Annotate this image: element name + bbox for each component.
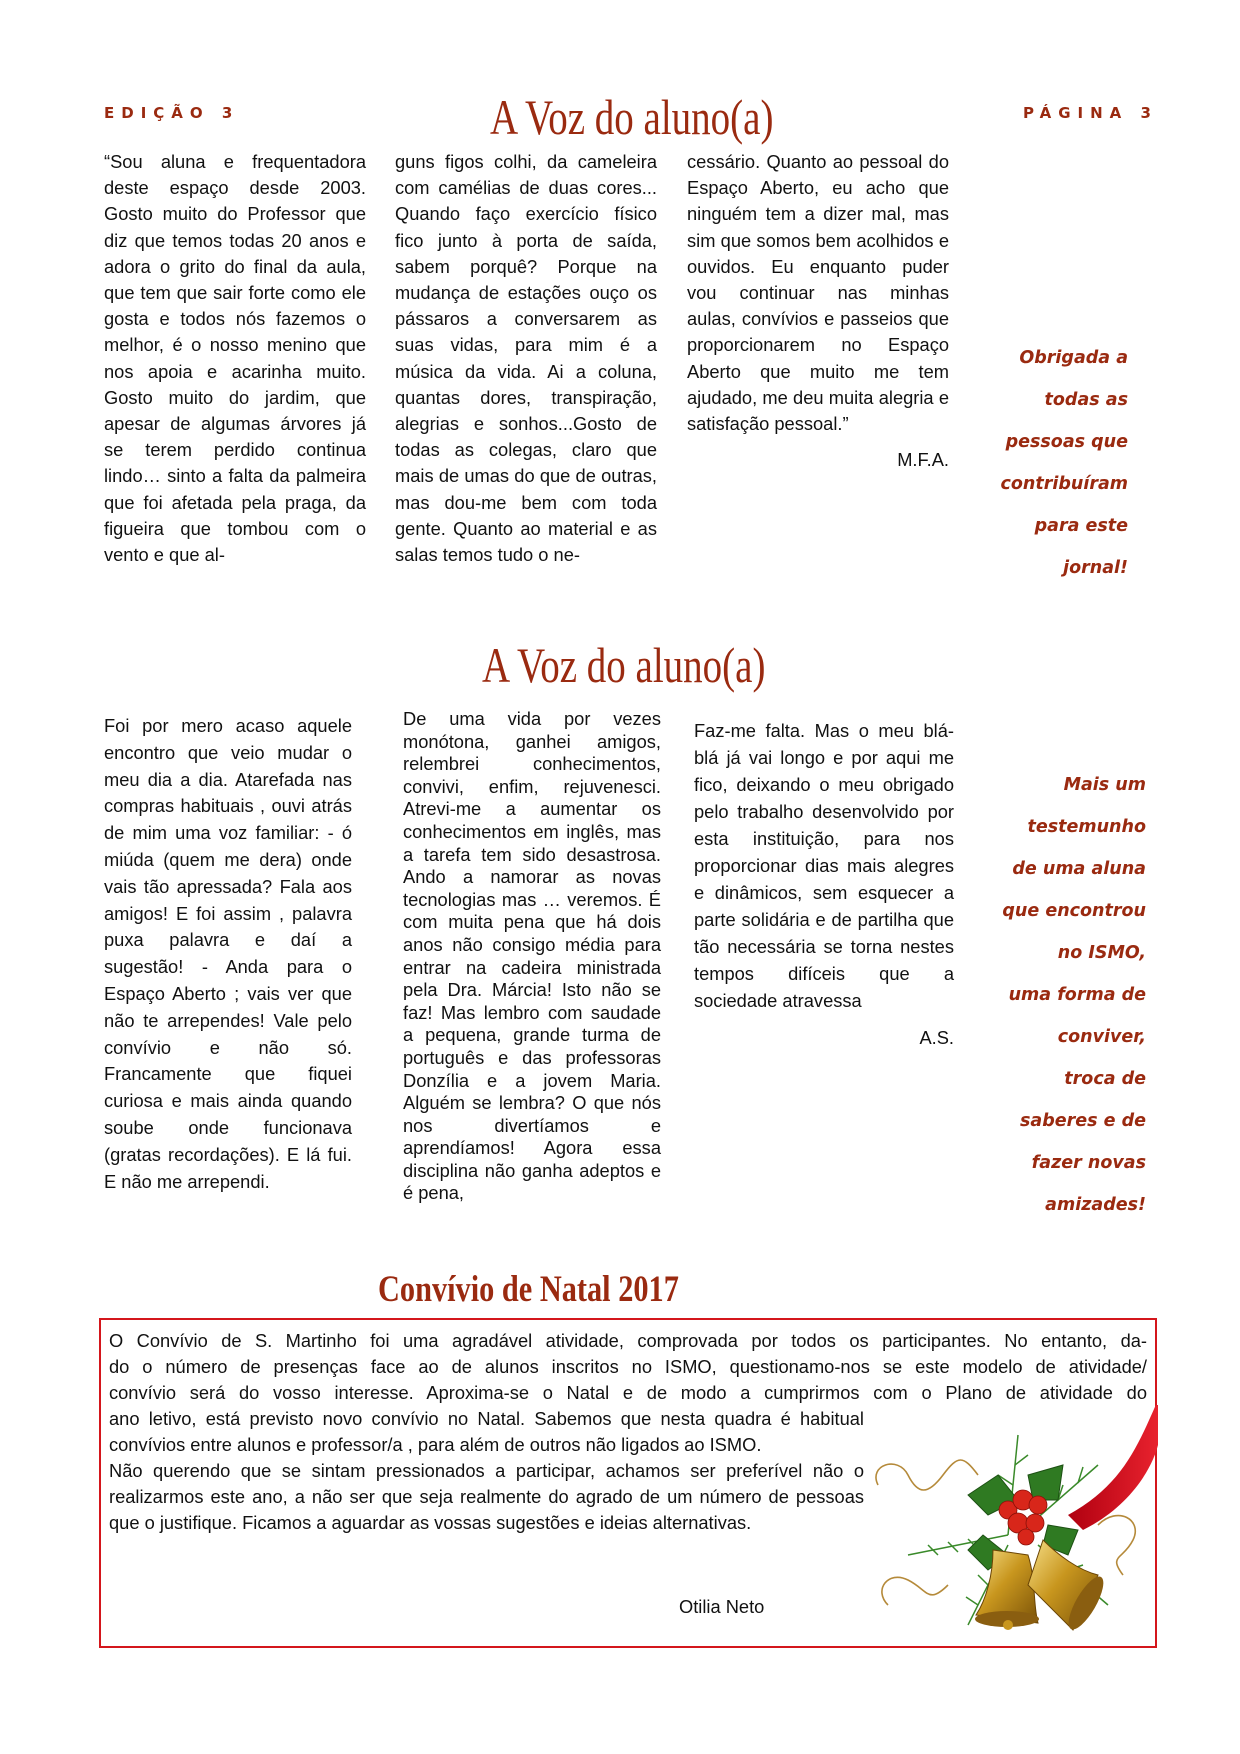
natal-line: convívio será do vosso interesse. Aproxima-se o Natal e de modo a cumprirmos com o Plano de atividade do — [109, 1382, 1147, 1403]
section2-title: A Voz do aluno(a) — [482, 637, 766, 693]
sidebar-line: de uma aluna — [1012, 859, 1146, 879]
sidebar-line: troca de — [1064, 1069, 1146, 1089]
sidebar-line: todas as — [1044, 390, 1128, 410]
edition-label: EDIÇÃO 3 — [104, 104, 240, 122]
section1-signature: M.F.A. — [897, 449, 949, 471]
sidebar-line: jornal! — [1063, 558, 1128, 578]
ribbon-shape — [1068, 1405, 1158, 1530]
natal-signature: Otilia Neto — [679, 1596, 765, 1617]
section1-sidebar-quote — [908, 337, 1128, 589]
sidebar-line: fazer novas — [1031, 1153, 1146, 1173]
sidebar-line: Obrigada a — [1019, 348, 1128, 368]
sidebar-line: conviver, — [1057, 1027, 1146, 1047]
section1-col1-text: “Sou aluna e frequentadora deste espaço desde 2003. Gosto muito do Professor que diz que temos todas 20 anos e adora o grito do final da aula, que tem que sair forte como ele gosta e todos nós fazemos o melhor, é o nosso menino que nos apoia e acarinha muito. Gosto muito do jardim, que apesar de algumas árvores já se terem perdido continua lindo… sinto a falta da palmeira que foi afetada pela praga, da figueira que tombou com o vento e que al- — [104, 151, 366, 566]
natal-line: do o número de presenças face ao de alunos inscritos no ISMO, questionamo-nos se este modelo de atividade/ — [109, 1356, 1147, 1377]
page-number: PÁGINA 3 — [1023, 104, 1158, 122]
natal-line: O Convívio de S. Martinho foi uma agradável atividade, comprovada por todos os participantes. No entanto, da- — [109, 1330, 1147, 1351]
section2-col2-text: De uma vida por vezes monótona, ganhei amigos, relembrei conhecimentos, convivi, enfim, rejuvenesci. Atrevi-me a aumentar os conhecimentos em inglês, mas a tarefa tem sido desastrosa. Ando a namorar as novas tecnologias mas … veremos. É com muita pena que há dois anos não consigo média para entrar na cadeira ministrada pela Dra. Márcia! Isto não se faz! Mas lembro com saudade a pequena, grande turma de português e das professoras Donzília e a jovem Maria. Alguém se lembra? O que nós nos divertíamos e aprendíamos! Agora essa disciplina não ganha adeptos e é pena, — [403, 708, 661, 1204]
sidebar-line: amizades! — [1045, 1195, 1146, 1215]
natal-title: Convívio de Natal 2017 — [378, 1269, 679, 1310]
sidebar-line: uma forma de — [1008, 985, 1146, 1005]
sidebar-line: pessoas que — [1005, 432, 1128, 452]
gold-bells — [975, 1540, 1110, 1634]
sidebar-line: testemunho — [1027, 817, 1146, 837]
section1-column-1 — [104, 149, 366, 568]
section1-col2-text: guns figos colhi, da cameleira com camélias de duas cores... Quando faço exercício físico fico junto à porta de saída, sabem porquê? Porque na mudança de estações ouço os pássaros a conversarem as suas vidas, para mim é a música da vida. Ai a coluna, quantas dores, transpiração, alegrias e sonhos...Gosto de todas as colegas, claro que mais de umas do que de outras, mas dou-me bem com toda gente. Quanto ao material e as salas temos tudo o ne- — [395, 151, 657, 566]
sidebar-line: no ISMO, — [1057, 943, 1146, 963]
natal-paragraph-1-rest: ano letivo, está previsto novo convívio no Natal. Sabemos que nesta quadra é habitual convívios entre alunos e professor/a , para além de outros não ligados ao ISMO. — [109, 1408, 864, 1455]
section2-column-2 — [403, 708, 661, 1205]
sidebar-line: contribuíram — [1000, 474, 1128, 494]
section2-column-1 — [104, 713, 352, 1195]
section1-column-2 — [395, 149, 657, 568]
sidebar-line: que encontrou — [1002, 901, 1146, 921]
section1-col3-text: cessário. Quanto ao pessoal do Espaço Aberto, eu acho que ninguém tem a dizer mal, mas sim que somos bem acolhidos e ouvidos. Eu enquanto puder vou continuar nas minhas aulas, convívios e passeios que proporcionarem no Espaço Aberto que muito me tem ajudado, me deu muita alegria e satisfação pessoal.” — [687, 151, 949, 435]
section2-col3-text: Faz-me falta. Mas o meu blá-blá já vai longo e por aqui me fico, deixando o meu obrigado pelo trabalho desenvolvido por esta instituição, para nos proporcionar dias mais alegres e dinâmicos, sem esquecer a parte solidária e de partilha que tão necessária se torna nestes tempos difíceis que a sociedade atravessa — [694, 720, 954, 1011]
section2-column-3 — [694, 717, 954, 1051]
section2-col1-text: Foi por mero acaso aquele encontro que veio mudar o meu dia a dia. Atarefada nas compras habituais , ouvi atrás de mim uma voz familiar: - ó miúda (quem me dera) onde vais tão apressada? Fala aos amigos! E foi assim , palavra puxa palavra e daí a sugestão! - Anda para o Espaço Aberto ; vais ver que não te arrependes! Vale pelo convívio e não só. Francamente que fiquei curiosa e mais ainda quando soube onde funcionava (gratas recordações). E lá fui. E não me arrependi. — [104, 715, 352, 1192]
sidebar-line: Mais um — [1063, 775, 1146, 795]
christmas-bells-icon — [868, 1405, 1158, 1645]
section1-title: A Voz do aluno(a) — [490, 89, 774, 145]
sidebar-line: para este — [1034, 516, 1128, 536]
section2-sidebar-quote — [926, 764, 1146, 1226]
section2-signature: A.S. — [919, 1027, 954, 1048]
natal-paragraph-2: Não querendo que se sintam pressionados a participar, achamos ser preferível não o realizarmos este ano, a não ser que seja realmente do agrado de um número de pessoas que o justifique. Ficamos a aguardar as vossas sugestões e ideias alternativas. — [109, 1460, 864, 1533]
sidebar-line: saberes e de — [1020, 1111, 1146, 1131]
